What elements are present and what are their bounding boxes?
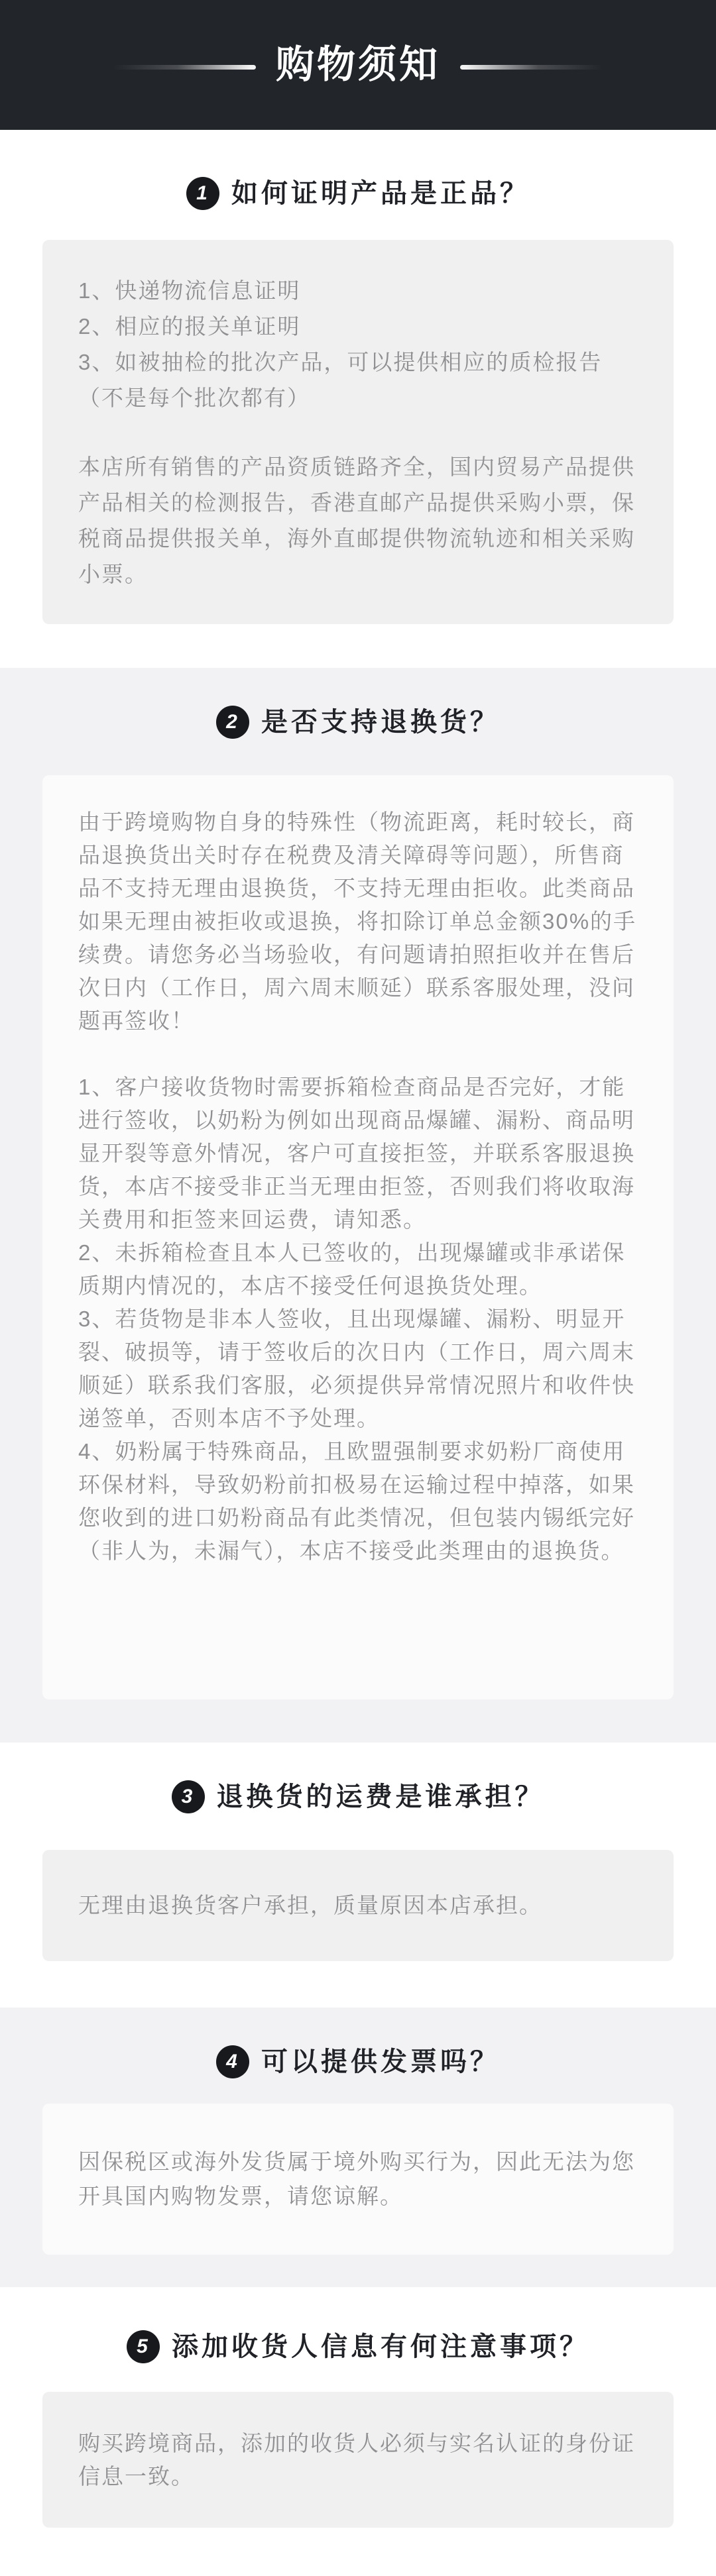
page-title: 购物须知 xyxy=(275,43,440,86)
box-paragraph: 因保税区或海外发货属于境外购买行为，因此无法为您开具国内购物发票，请您谅解。 xyxy=(78,2149,635,2208)
content-box xyxy=(42,2104,674,2255)
section-title: 如何证明产品是正品？ xyxy=(231,179,530,208)
section-heading xyxy=(0,2327,716,2367)
title-divider-left-icon xyxy=(113,65,256,70)
box-paragraph: 3、若货物是非本人签收，且出现爆罐、漏粉、明显开裂、破损等，请于签收后的次日内（工作日，周六周末顺延）联系我们客服，必须提供异常情况照片和收件快递签单，否则本店不予处理。 xyxy=(78,1307,635,1430)
section-title: 是否支持退换货？ xyxy=(261,708,500,737)
section-title: 退换货的运费是谁承担？ xyxy=(216,1782,545,1811)
box-paragraph: 本店所有销售的产品资质链路齐全，国内贸易产品提供产品相关的检测报告，香港直邮产品提供采购小票，保税商品提供报关单，海外直邮提供物流轨迹和相关采购小票。 xyxy=(78,455,635,586)
section-number-badge: 1 xyxy=(186,177,219,210)
box-paragraph: 1、客户接收货物时需要拆箱检查商品是否完好，才能进行签收，以奶粉为例如出现商品爆罐、漏粉、商品明显开裂等意外情况，客户可直接拒签，并联系客服退换货，本店不接受非正当无理由拒签，否则我们将收取海关费用和拒签来回运费，请知悉。 xyxy=(78,1075,635,1232)
box-paragraph: 4、奶粉属于特殊商品，且欧盟强制要求奶粉厂商使用环保材料，导致奶粉前扣极易在运输过程中掉落，如果您收到的进口奶粉商品有此类情况，但包装内锡纸完好（非人为，未漏气），本店不接受此类理由的退换货。 xyxy=(78,1439,635,1563)
content-box xyxy=(42,2392,674,2528)
section-title: 可以提供发票吗？ xyxy=(261,2047,500,2076)
section-heading xyxy=(0,1777,716,1817)
box-paragraph: 由于跨境购物自身的特殊性（物流距离，耗时较长，商品退换货出关时存在税费及清关障碍等问题），所售商品不支持无理由退换货，不支持无理由拒收。此类商品如果无理由被拒收或退换，将扣除订单总金额30%的手续费。请您务必当场验收，有问题请拍照拒收并在售后次日内（工作日，周六周末顺延）联系客服处理，没问题再签收！ xyxy=(78,810,637,1033)
section-recipient-info xyxy=(0,2287,716,2576)
box-paragraph xyxy=(78,416,638,449)
section-number-badge: 4 xyxy=(216,2045,249,2078)
section-heading xyxy=(0,702,716,742)
content-box xyxy=(42,775,674,1699)
section-number-badge: 5 xyxy=(127,2330,160,2363)
content-box xyxy=(42,1850,674,1961)
section-heading xyxy=(0,174,716,213)
content-box xyxy=(42,240,674,624)
section-number-badge: 3 xyxy=(172,1780,205,1813)
section-invoice xyxy=(0,2008,716,2287)
box-paragraph: 2、相应的报关单证明 xyxy=(78,314,301,339)
box-paragraph: 购买跨境商品，添加的收货人必须与实名认证的身份证信息一致。 xyxy=(78,2431,635,2489)
section-returns-policy xyxy=(0,668,716,1743)
section-title: 添加收货人信息有何注意事项？ xyxy=(172,2332,589,2361)
box-paragraph: 无理由退换货客户承担，质量原因本店承担。 xyxy=(78,1893,542,1917)
box-paragraph: 2、未拆箱检查且本人已签收的，出现爆罐或非承诺保质期内情况的，本店不接受任何退换货处理。 xyxy=(78,1240,626,1298)
section-authenticity xyxy=(0,130,716,668)
box-paragraph: 1、快递物流信息证明 xyxy=(78,278,301,303)
box-paragraph: 3、如被抽检的批次产品，可以提供相应的质检报告（不是每个批次都有） xyxy=(78,350,603,410)
title-divider-right-icon xyxy=(460,65,603,70)
section-return-shipping-fee xyxy=(0,1743,716,2008)
header-banner xyxy=(0,0,716,130)
box-paragraph xyxy=(78,1038,638,1071)
section-number-badge: 2 xyxy=(216,706,249,739)
section-heading xyxy=(0,2042,716,2082)
